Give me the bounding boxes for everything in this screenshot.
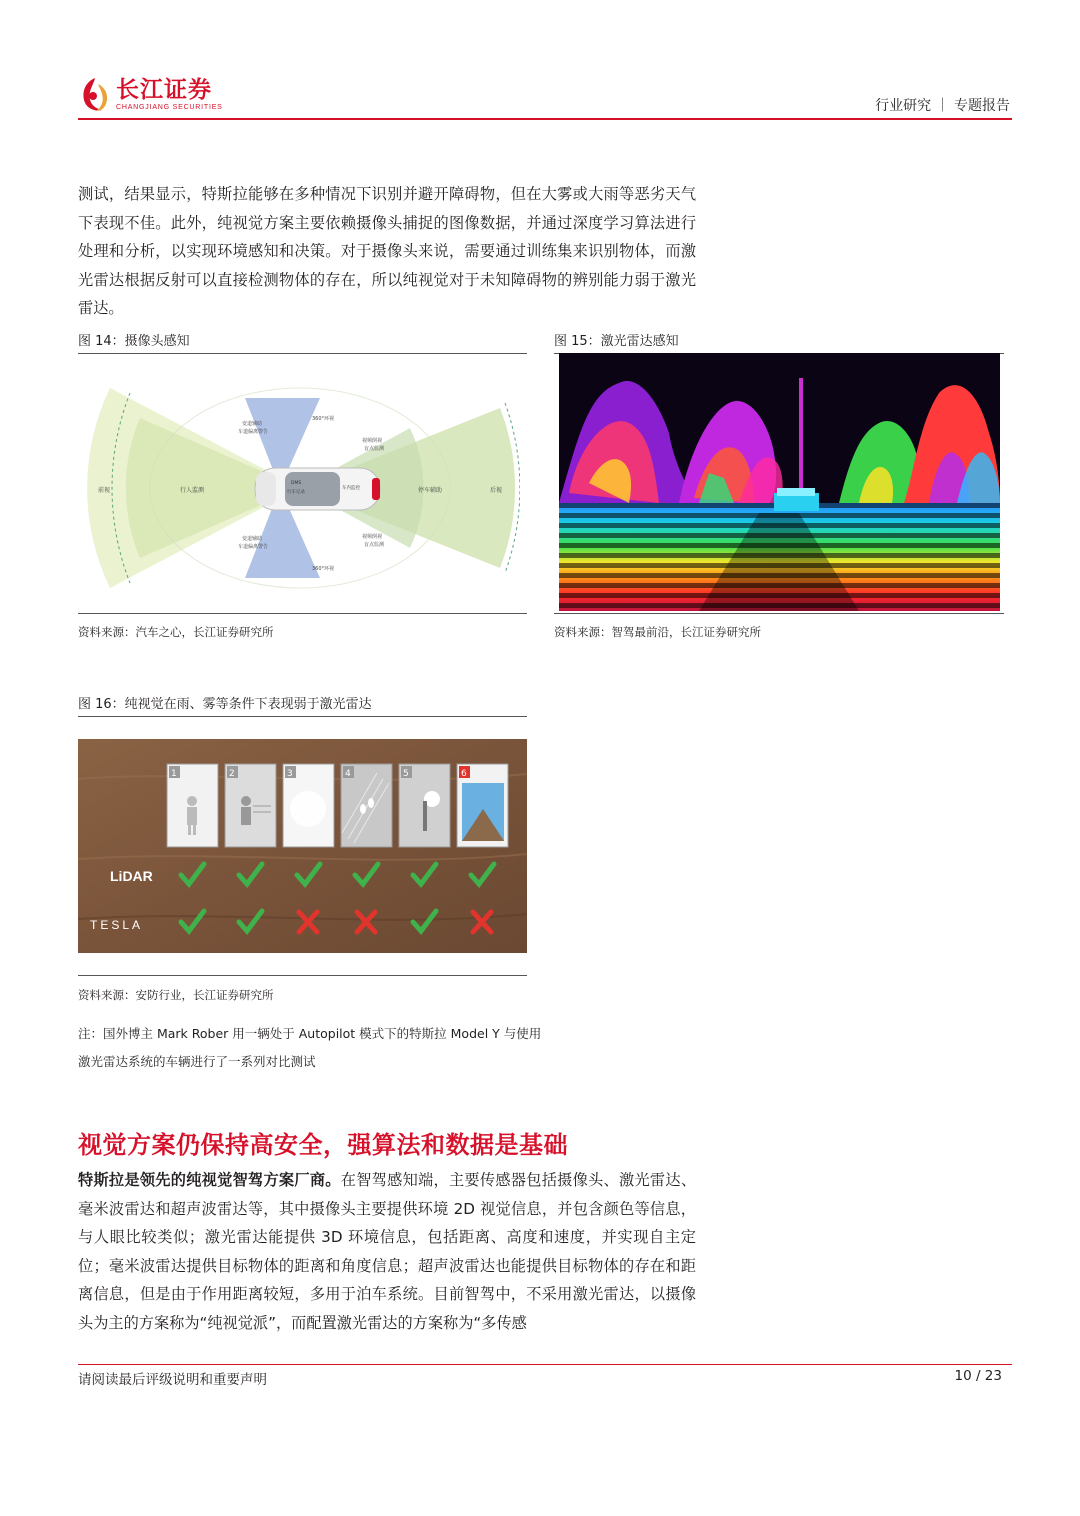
scenario-card-6 [457, 764, 508, 847]
figure-14-title: 图 14：摄像头感知 [78, 334, 190, 349]
scenario-card-3 [283, 764, 334, 847]
figure-15-title: 图 15：激光雷达感知 [554, 334, 679, 349]
figure-16-bottom-rule [78, 975, 527, 976]
lidar-pointcloud-image [559, 353, 1000, 611]
label-front-view: 前视 [98, 487, 111, 494]
label-lane-assist-top: 变道辅助 [242, 421, 263, 427]
figure-16-source: 资料来源：安防行业，长江证券研究所 [78, 988, 274, 1002]
camera-perception-diagram [80, 368, 520, 608]
company-logo [78, 74, 223, 114]
label-blind-top-2: 盲点监测 [364, 446, 385, 452]
logo-emblem-icon [78, 74, 112, 114]
label-lane-warn-top: 车道偏离警告 [238, 429, 269, 435]
scenario-card-2 [225, 764, 276, 847]
lidar-vs-tesla-comparison [78, 739, 527, 953]
label-blind-bottom-2: 盲点监测 [364, 542, 385, 548]
section-paragraph [78, 1166, 696, 1337]
figure-16-top-rule [78, 716, 527, 717]
scenario-card-4 [341, 764, 392, 847]
label-lane-warn-bottom: 车道偏离警告 [238, 544, 269, 550]
page-number: 10 / 23 [954, 1368, 1002, 1384]
label-parking: 停车辅助 [418, 487, 443, 494]
intro-paragraph: 测试，结果显示，特斯拉能够在多种情况下识别并避开障碍物，但在大雾或大雨等恶劣天气下表现不佳。此外，纯视觉方案主要依赖摄像头捕捉的图像数据，并通过深度学习算法进行处理和分析，以实现环境感知和决策。对于摄像头来说，需要通过训练集来识别物体，而激光雷达根据反射可以直接检测物体的存在，所以纯视觉对于未知障碍物的辨别能力弱于激光雷达。 [78, 185, 696, 317]
lidar-pointcloud-graphic [559, 353, 1000, 611]
scenario-number-1: 1 [171, 769, 177, 779]
report-category: 行业研究 ｜ 专题报告 [875, 98, 1010, 114]
figure-14-bottom-rule [78, 613, 527, 614]
figure-14-top-rule [78, 353, 527, 354]
note-line-1: 注：国外博主 Mark Rober 用一辆处于 Autopilot 模式下的特斯拉 Model Y 与使用 [78, 1026, 542, 1041]
section-body: 在智驾感知端，主要传感器包括摄像头、激光雷达、毫米波雷达和超声波雷达等，其中摄像头主要提供环境 2D 视觉信息，并包含颜色等信息，与人眼比较类似；激光雷达能提供 3D 环境信息，包括距离、高度和速度，并实现自主定位；毫米波雷达提供目标物体的距离和角度信息；超声波雷达也能提供目标物体的存在和距离信息，但是由于作用距离较短，多用于泊车系统。目前智驾中，不采用激光雷达，以摄像头为主的方案称为“纯视觉派”，而配置激光雷达的方案称为“多传感 [78, 1171, 697, 1332]
figure-16-title: 图 16：纯视觉在雨、雾等条件下表现弱于激光雷达 [78, 697, 372, 712]
scenario-card-1 [167, 764, 218, 847]
label-360-top: 360°环视 [312, 416, 335, 422]
label-in-car: 车内监控 [342, 486, 360, 491]
row-label-lidar: LiDAR [110, 868, 153, 884]
label-blind-bottom: 视频倒视 [362, 534, 383, 540]
section-lead: 特斯拉是领先的纯视觉智驾方案厂商。 [78, 1171, 341, 1189]
figure-15-bottom-rule [554, 613, 1004, 614]
label-lane-assist-bottom: 变道辅助 [242, 536, 263, 542]
label-dms: DMS [291, 481, 302, 486]
scenario-card-5 [399, 764, 450, 847]
scenario-number-6: 6 [461, 769, 467, 779]
note-line-2: 激光雷达系统的车辆进行了一系列对比测试 [78, 1054, 316, 1069]
section-title: 视觉方案仍保持高安全，强算法和数据是基础 [78, 1131, 568, 1159]
scenario-number-3: 3 [287, 769, 293, 779]
scenario-number-4: 4 [345, 769, 351, 779]
scenario-number-5: 5 [403, 769, 409, 779]
logo-english-name: CHANGJIANG SECURITIES [116, 103, 223, 111]
label-360-bottom: 360°环视 [312, 566, 335, 572]
label-recorder: 行车记录 [287, 490, 305, 495]
figure-15-source: 资料来源：智驾最前沿，长江证券研究所 [554, 625, 761, 639]
row-label-tesla: TESLA [90, 918, 144, 932]
label-pedestrian: 行人监测 [180, 487, 205, 494]
scenario-number-2: 2 [229, 769, 235, 779]
footer-disclaimer: 请阅读最后评级说明和重要声明 [78, 1372, 267, 1388]
logo-chinese-name: 长江证券 [116, 76, 212, 103]
label-blind-top: 视频倒视 [362, 438, 383, 444]
header-divider [78, 118, 1012, 120]
footer-divider [78, 1364, 1012, 1365]
figure-14-source: 资料来源：汽车之心，长江证券研究所 [78, 625, 274, 639]
label-rear-view: 后视 [490, 487, 503, 494]
